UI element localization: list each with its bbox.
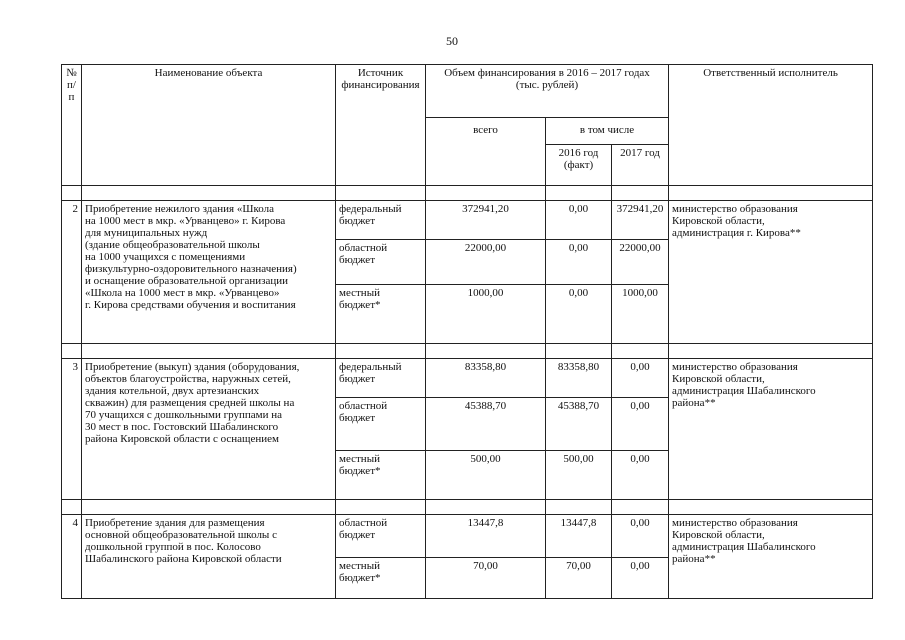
row-spacer xyxy=(62,186,873,201)
amount-total: 70,00 xyxy=(426,558,546,599)
header-2016: 2016 год (факт) xyxy=(546,145,612,186)
financing-table xyxy=(61,64,873,599)
spacer-cell xyxy=(82,186,336,201)
amount-total: 372941,20 xyxy=(426,201,546,240)
amount-2017: 372941,20 xyxy=(612,201,669,240)
header-volume: Объем финансирования в 2016 – 2017 годах (тыс. рублей) xyxy=(426,65,669,118)
spacer-cell xyxy=(669,344,873,359)
spacer-cell xyxy=(82,500,336,515)
amount-total: 13447,8 xyxy=(426,515,546,558)
amount-total: 83358,80 xyxy=(426,359,546,398)
object-name: Приобретение здания для размещения основной общеобразовательной школы с дошкольной группой в пос. Колосово Шабалинского района Кировской области xyxy=(82,515,336,599)
row-number: 4 xyxy=(62,515,82,599)
spacer-cell xyxy=(62,500,82,515)
amount-2016: 13447,8 xyxy=(546,515,612,558)
spacer-cell xyxy=(669,186,873,201)
amount-total: 1000,00 xyxy=(426,285,546,344)
object-name: Приобретение нежилого здания «Школа на 1000 мест в мкр. «Урванцево» г. Кирова для муниципальных нужд (здание общеобразовательной школы на 1000 учащихся с помещениями физкультурно-оздоровительного назначения) и оснащение образовательной организации «Школа на 1000 мест в мкр. «Урванцево» г. Кирова средствами обучения и воспитания xyxy=(82,201,336,344)
amount-2016: 0,00 xyxy=(546,285,612,344)
funding-source: областной бюджет xyxy=(336,515,426,558)
amount-2016: 83358,80 xyxy=(546,359,612,398)
responsible-executor: министерство образования Кировской области, администрация г. Кирова** xyxy=(669,201,873,344)
amount-2017: 0,00 xyxy=(612,451,669,500)
row-number: 3 xyxy=(62,359,82,500)
amount-2017: 0,00 xyxy=(612,558,669,599)
spacer-cell xyxy=(426,500,546,515)
spacer-cell xyxy=(426,186,546,201)
spacer-cell xyxy=(612,500,669,515)
spacer-cell xyxy=(612,344,669,359)
responsible-executor: министерство образования Кировской области, администрация Шабалинского района** xyxy=(669,359,873,500)
funding-source: местный бюджет* xyxy=(336,451,426,500)
amount-total: 22000,00 xyxy=(426,240,546,285)
funding-source: областной бюджет xyxy=(336,240,426,285)
row-spacer xyxy=(62,500,873,515)
page-number: 50 xyxy=(446,34,458,48)
header-source: Источник финансирования xyxy=(336,65,426,186)
amount-2016: 0,00 xyxy=(546,240,612,285)
header-total: всего xyxy=(426,118,546,186)
amount-total: 45388,70 xyxy=(426,398,546,451)
amount-2017: 22000,00 xyxy=(612,240,669,285)
amount-2016: 45388,70 xyxy=(546,398,612,451)
header-including: в том числе xyxy=(546,118,669,145)
spacer-cell xyxy=(336,186,426,201)
table-row xyxy=(62,359,873,398)
table-row xyxy=(62,201,873,240)
table-row xyxy=(62,515,873,558)
spacer-cell xyxy=(336,344,426,359)
amount-2016: 70,00 xyxy=(546,558,612,599)
header-row-1 xyxy=(62,65,873,118)
funding-source: местный бюджет* xyxy=(336,558,426,599)
spacer-cell xyxy=(62,186,82,201)
spacer-cell xyxy=(426,344,546,359)
funding-source: областной бюджет xyxy=(336,398,426,451)
amount-2017: 1000,00 xyxy=(612,285,669,344)
spacer-cell xyxy=(82,344,336,359)
spacer-cell xyxy=(546,344,612,359)
spacer-cell xyxy=(62,344,82,359)
object-name: Приобретение (выкуп) здания (оборудования, объектов благоустройства, наружных сетей, здания котельной, двух артезианских скважин) для размещения средней школы на 70 учащихся с дошкольными группами на 30 мест в пос. Гостовский Шабалинского района Кировской области с оснащением xyxy=(82,359,336,500)
funding-source: федеральный бюджет xyxy=(336,359,426,398)
amount-2017: 0,00 xyxy=(612,398,669,451)
amount-2016: 500,00 xyxy=(546,451,612,500)
amount-2017: 0,00 xyxy=(612,359,669,398)
amount-2016: 0,00 xyxy=(546,201,612,240)
header-num: № п/п xyxy=(62,65,82,186)
header-2017: 2017 год xyxy=(612,145,669,186)
spacer-cell xyxy=(669,500,873,515)
row-spacer xyxy=(62,344,873,359)
amount-2017: 0,00 xyxy=(612,515,669,558)
spacer-cell xyxy=(612,186,669,201)
header-object-name: Наименование объекта xyxy=(82,65,336,186)
spacer-cell xyxy=(546,186,612,201)
header-responsible: Ответственный исполнитель xyxy=(669,65,873,186)
funding-source: местный бюджет* xyxy=(336,285,426,344)
funding-source: федеральный бюджет xyxy=(336,201,426,240)
spacer-cell xyxy=(336,500,426,515)
row-number: 2 xyxy=(62,201,82,344)
responsible-executor: министерство образования Кировской области, администрация Шабалинского района** xyxy=(669,515,873,599)
spacer-cell xyxy=(546,500,612,515)
amount-total: 500,00 xyxy=(426,451,546,500)
